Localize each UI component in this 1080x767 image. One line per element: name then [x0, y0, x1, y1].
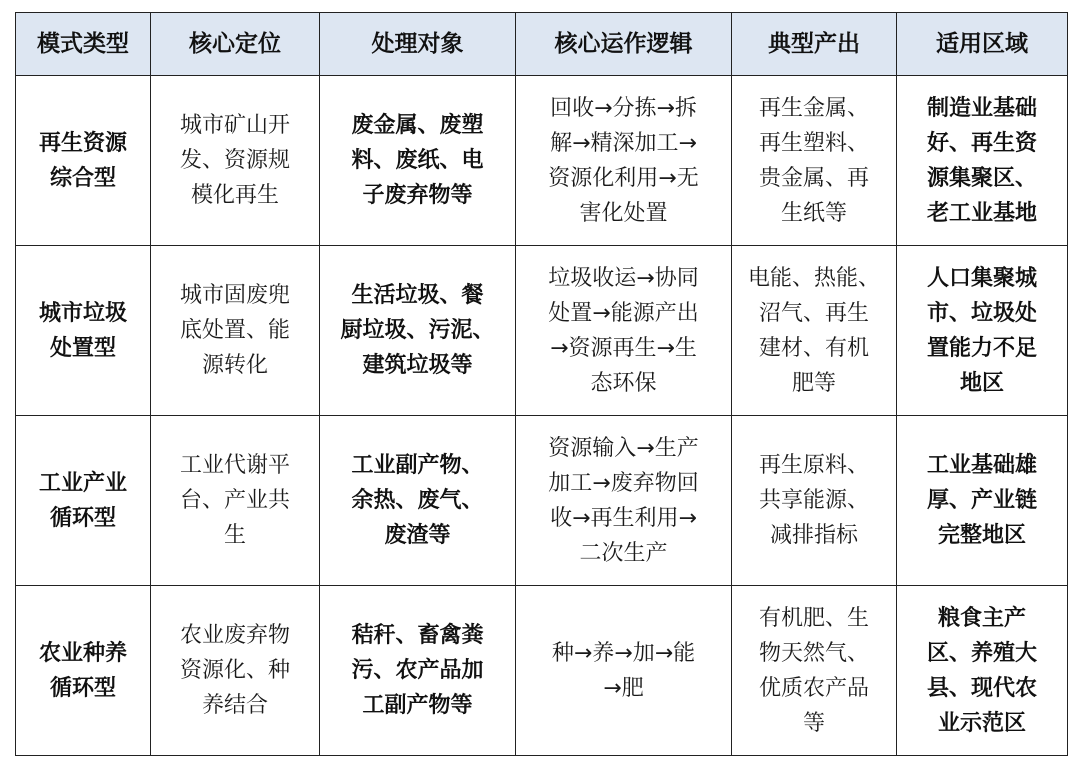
cell-text: 资源输入→生产 加工→废弃物回 收→再生利用→ 二次生产 — [548, 435, 699, 566]
cell-operating-logic — [516, 246, 732, 416]
cell-text: 农业废弃物 资源化、种 养结合 — [179, 623, 290, 718]
cell-mode-type — [16, 76, 151, 246]
cell-core-positioning — [151, 246, 320, 416]
cell-applicable-region — [897, 586, 1068, 756]
cell-text: 城市固废兜 底处置、能 源转化 — [179, 283, 290, 378]
header-row — [16, 13, 1068, 76]
cell-text: 再生原料、 共享能源、 减排指标 — [758, 453, 869, 548]
cell-operating-logic — [516, 416, 732, 586]
header-processing-object: 处理对象 — [320, 13, 516, 76]
cell-text: 电能、热能、 沼气、再生 建材、有机 肥等 — [747, 265, 880, 396]
cell-typical-output — [732, 76, 897, 246]
cell-operating-logic — [516, 586, 732, 756]
header-mode-type: 模式类型 — [16, 13, 151, 76]
cell-applicable-region — [897, 416, 1068, 586]
cell-text: 城市矿山开 发、资源规 模化再生 — [179, 113, 290, 208]
cell-core-positioning — [151, 76, 320, 246]
cell-operating-logic — [516, 76, 732, 246]
cell-text: 人口集聚城 市、垃圾处 置能力不足 地区 — [926, 265, 1037, 396]
table-row — [16, 586, 1068, 756]
cell-mode-type — [16, 586, 151, 756]
table-row — [16, 246, 1068, 416]
cell-text: 垃圾收运→协同 处置→能源产出 →资源再生→生 态环保 — [548, 265, 699, 396]
cell-text: 工业副产物、 余热、废气、 废渣等 — [351, 453, 484, 548]
cell-applicable-region — [897, 246, 1068, 416]
cell-mode-type — [16, 416, 151, 586]
cell-text: 种→养→加→能 →肥 — [551, 640, 696, 701]
mode-comparison-table — [15, 12, 1068, 756]
cell-typical-output — [732, 246, 897, 416]
cell-text: 粮食主产 区、养殖大 县、现代农 业示范区 — [926, 605, 1037, 736]
header-typical-output: 典型产出 — [732, 13, 897, 76]
cell-typical-output — [732, 416, 897, 586]
table-row — [16, 76, 1068, 246]
cell-core-positioning — [151, 586, 320, 756]
cell-text: 农业种养 循环型 — [38, 640, 127, 701]
cell-text: 再生资源 综合型 — [38, 130, 127, 191]
cell-text: 工业基础雄 厚、产业链 完整地区 — [926, 453, 1037, 548]
header-applicable-region: 适用区域 — [897, 13, 1068, 76]
cell-text: 工业代谢平 台、产业共 生 — [179, 453, 290, 548]
cell-text: 再生金属、 再生塑料、 贵金属、再 生纸等 — [758, 95, 869, 226]
cell-text: 城市垃圾 处置型 — [38, 300, 127, 361]
cell-typical-output — [732, 586, 897, 756]
cell-text: 制造业基础 好、再生资 源集聚区、 老工业基地 — [926, 95, 1037, 226]
cell-applicable-region — [897, 76, 1068, 246]
table-row — [16, 416, 1068, 586]
cell-core-positioning — [151, 416, 320, 586]
cell-text: 生活垃圾、餐 厨垃圾、污泥、 建筑垃圾等 — [340, 283, 495, 378]
cell-text: 秸秆、畜禽粪 污、农产品加 工副产物等 — [351, 623, 484, 718]
cell-text: 有机肥、生 物天然气、 优质农产品 等 — [758, 605, 869, 736]
header-operating-logic: 核心运作逻辑 — [516, 13, 732, 76]
cell-mode-type — [16, 246, 151, 416]
cell-text: 废金属、废塑 料、废纸、电 子废弃物等 — [351, 113, 484, 208]
cell-text: 回收→分拣→拆 解→精深加工→ 资源化利用→无 害化处置 — [548, 95, 699, 226]
header-core-positioning: 核心定位 — [151, 13, 320, 76]
cell-processing-object — [320, 416, 516, 586]
cell-text: 工业产业 循环型 — [38, 470, 127, 531]
cell-processing-object — [320, 76, 516, 246]
cell-processing-object — [320, 586, 516, 756]
cell-processing-object — [320, 246, 516, 416]
